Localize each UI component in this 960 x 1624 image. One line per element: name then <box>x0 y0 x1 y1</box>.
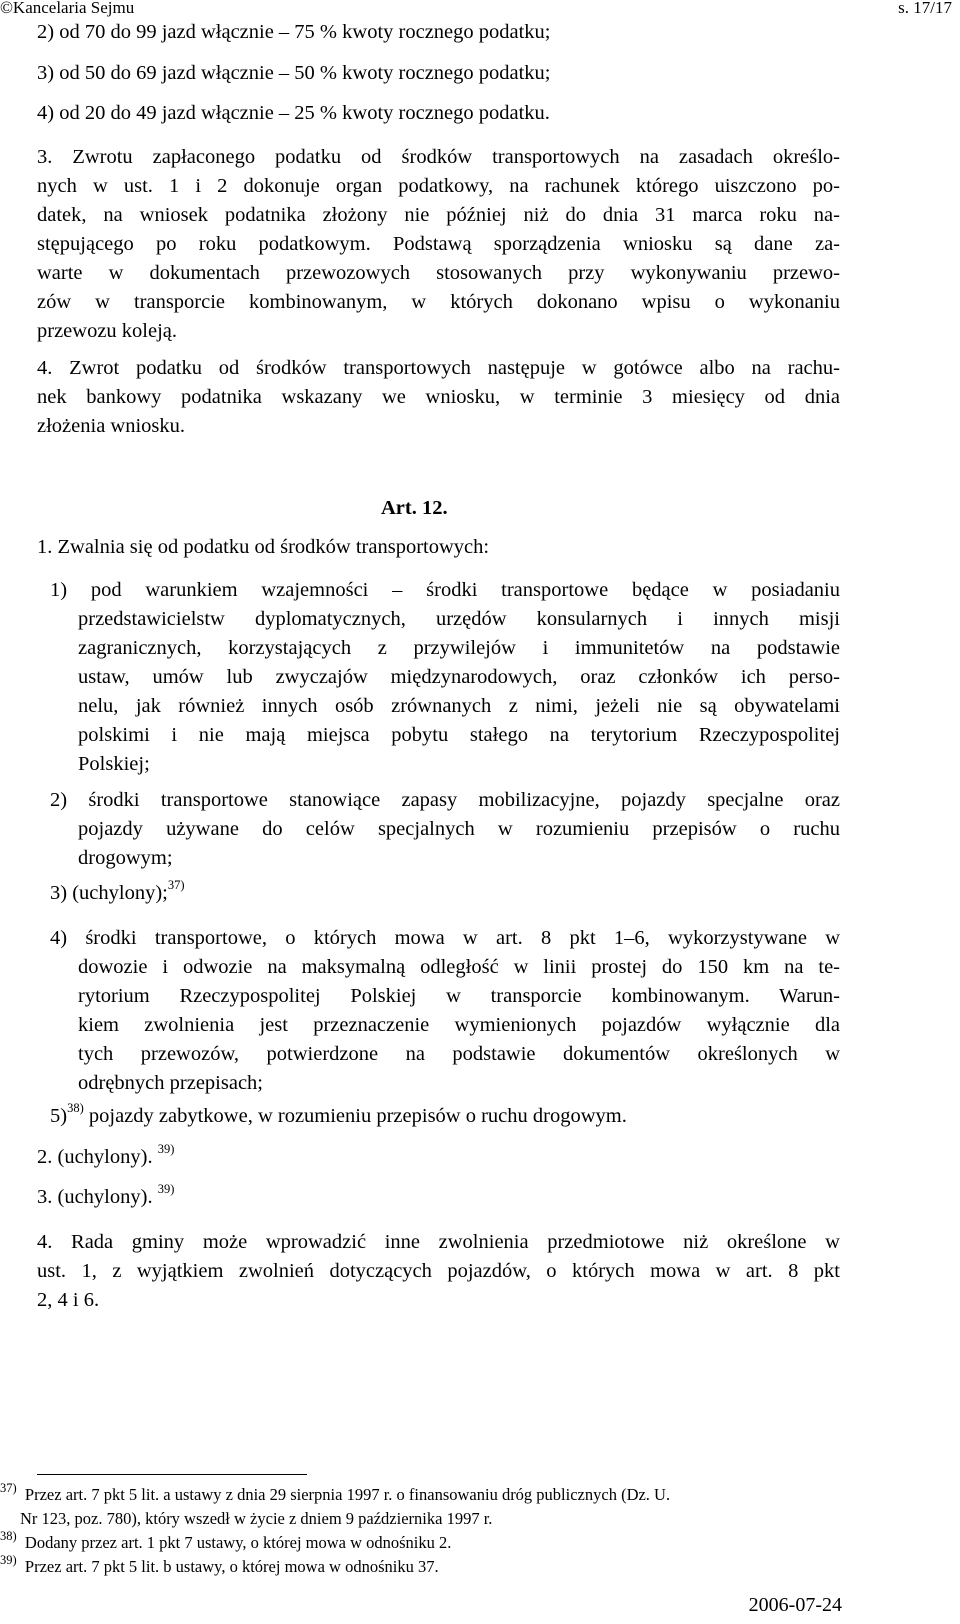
paragraph-3 <box>37 143 840 346</box>
footnote-number: 38) <box>0 1528 17 1543</box>
footnote-ref: 39) <box>157 1182 175 1197</box>
section-4 <box>37 1228 840 1315</box>
footnote-separator <box>37 1474 307 1475</box>
item-line: nelu, jak również innych osób zrównanych z nimi, jeżeli nie są obywatelami <box>78 695 840 717</box>
footnote-ref: 38) <box>67 1101 84 1116</box>
item-line: dowozie i odwozie na maksymalną odległość w linii prostej do 150 km na te- <box>78 956 840 978</box>
list-item: 4) od 20 do 49 jazd włącznie – 25 % kwoty rocznego podatku. <box>37 102 550 124</box>
item-line: przedstawicielstw dyplomatycznych, urzędów konsularnych i innych misji <box>78 608 840 630</box>
paragraph-4 <box>37 354 840 441</box>
item-line: rytorium Rzeczypospolitej Polskiej w transporcie kombinowanym. Warun- <box>78 985 840 1007</box>
footnote-38 <box>0 1528 452 1555</box>
paragraph-line: nych w ust. 1 i 2 dokonuje organ podatkowy, na rachunek którego uiszczono po- <box>37 175 840 197</box>
exemption-item-1 <box>50 576 840 779</box>
item-text: pojazdy zabytkowe, w rozumieniu przepisów o ruchu drogowym. <box>83 1105 627 1127</box>
item-line: 4) środki transportowe, o których mowa w art. 8 pkt 1–6, wykorzystywane w <box>50 927 840 949</box>
paragraph-line: przewozu koleją. <box>37 320 178 342</box>
item-line: kiem zwolnienia jest przeznaczenie wymienionych pojazdów wyłącznie dla <box>78 1014 840 1036</box>
paragraph-line: ust. 1, z wyjątkiem zwolnień dotyczących pojazdów, o których mowa w art. 8 pkt <box>37 1260 840 1282</box>
item-line: 2) środki transportowe stanowiące zapasy mobilizacyjne, pojazdy specjalne oraz <box>50 789 840 811</box>
item-line: tych przewozów, potwierdzone na podstawie dokumentów określonych w <box>78 1043 840 1065</box>
item-line: Polskiej; <box>78 753 150 775</box>
exemption-item-5 <box>50 1101 627 1128</box>
item-line: zagranicznych, korzystających z przywilejów i immunitetów na podstawie <box>78 637 840 659</box>
paragraph-line: 4. Zwrot podatku od środków transportowych następuje w gotówce albo na rachu- <box>37 357 840 379</box>
footnote-number: 39) <box>0 1552 17 1567</box>
exemption-item-3 <box>50 878 185 905</box>
page-number: s. 17/17 <box>898 0 952 17</box>
paragraph-line: 3. Zwrotu zapłaconego podatku od środków transportowych na zasadach określo- <box>37 146 840 168</box>
article-title: Art. 12. <box>381 497 448 519</box>
paragraph-line: zów w transporcie kombinowanym, w których dokonano wpisu o wykonaniu <box>37 291 840 313</box>
paragraph-line: datek, na wniosek podatnika złożony nie później niż do dnia 31 marca roku na- <box>37 204 840 226</box>
paragraph-line: 4. Rada gminy może wprowadzić inne zwolnienia przedmiotowe niż określone w <box>37 1231 840 1253</box>
header-source: ©Kancelaria Sejmu <box>0 0 135 17</box>
footnote-37 <box>0 1480 671 1507</box>
item-line: drogowym; <box>78 847 173 869</box>
item-line: pojazdy używane do celów specjalnych w rozumieniu przepisów o ruchu <box>78 818 840 840</box>
paragraph-line: 2, 4 i 6. <box>37 1289 100 1311</box>
section-3 <box>37 1182 175 1209</box>
section-text: 2. (uchylony). <box>37 1146 153 1168</box>
list-item: 2) od 70 do 99 jazd włącznie – 75 % kwoty rocznego podatku; <box>37 21 551 43</box>
item-line: ustaw, umów lub zwyczajów międzynarodowych, oraz członków ich perso- <box>78 666 840 688</box>
paragraph-line: złożenia wniosku. <box>37 415 186 437</box>
footnote-number: 37) <box>0 1480 17 1495</box>
article-intro: 1. Zwalnia się od podatku od środków transportowych: <box>37 536 490 558</box>
exemption-item-4 <box>50 924 840 1098</box>
section-2 <box>37 1142 175 1169</box>
footnote-37-cont: Nr 123, poz. 780), który wszedł w życie z dniem 9 października 1997 r. <box>20 1509 493 1528</box>
paragraph-line: nek bankowy podatnika wskazany we wniosku, w terminie 3 miesięcy od dnia <box>37 386 840 408</box>
footnote-ref: 37) <box>167 878 185 893</box>
item-line: odrębnych przepisach; <box>78 1072 263 1094</box>
section-text: 3. (uchylony). <box>37 1186 153 1208</box>
footnote-39 <box>0 1552 439 1579</box>
footnote-text: Przez art. 7 pkt 5 lit. b ustawy, o której mowa w odnośniku 37. <box>24 1557 439 1576</box>
item-line: polskimi i nie mają miejsca pobytu stałego na terytorium Rzeczypospolitej <box>78 724 840 746</box>
paragraph-line: warte w dokumentach przewozowych stosowanych przy wykonywaniu przewo- <box>37 262 840 284</box>
footnote-text: Przez art. 7 pkt 5 lit. a ustawy z dnia 29 sierpnia 1997 r. o finansowaniu dróg publicznych (Dz. U. <box>24 1485 671 1504</box>
document-date: 2006-07-24 <box>748 1594 842 1616</box>
footnote-ref: 39) <box>157 1142 175 1157</box>
exemption-item-2 <box>50 786 840 873</box>
list-item: 3) od 50 do 69 jazd włącznie – 50 % kwoty rocznego podatku; <box>37 62 551 84</box>
item-text: 3) (uchylony); <box>50 882 168 904</box>
item-line: 1) pod warunkiem wzajemności – środki transportowe będące w posiadaniu <box>50 579 840 601</box>
paragraph-line: stępującego po roku podatkowym. Podstawą sporządzenia wniosku są dane za- <box>37 233 840 255</box>
item-number: 5) <box>50 1105 68 1127</box>
footnote-text: Dodany przez art. 1 pkt 7 ustawy, o której mowa w odnośniku 2. <box>24 1533 452 1552</box>
